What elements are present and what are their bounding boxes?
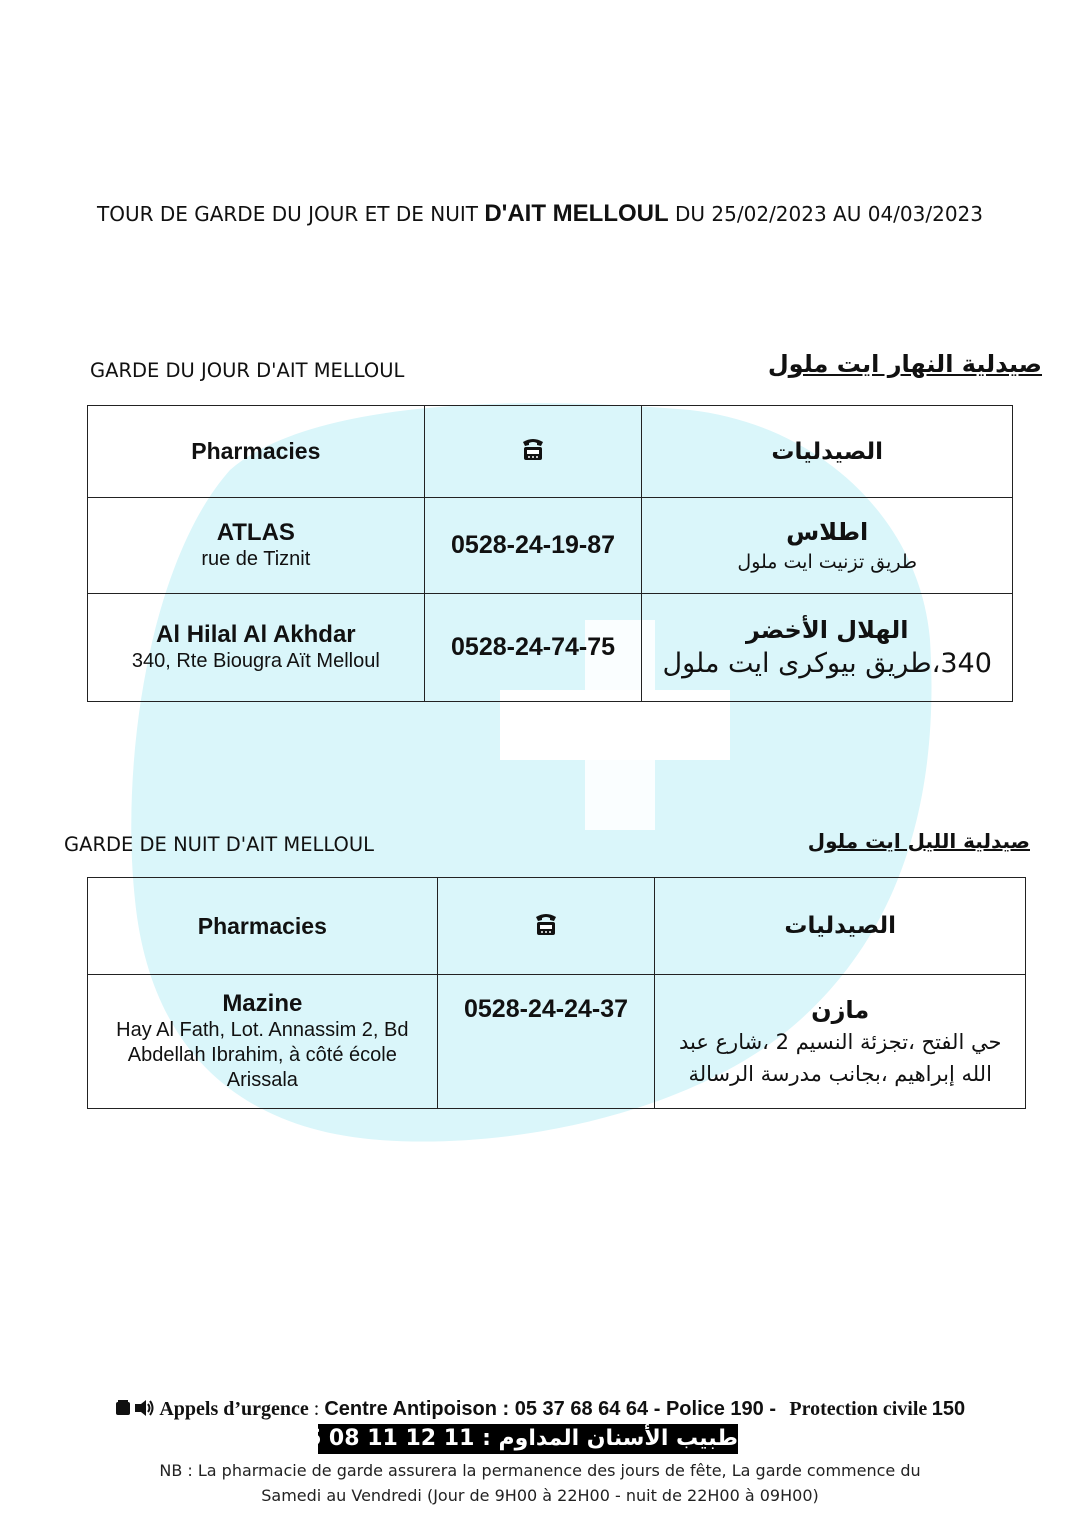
- nb-line: Samedi au Vendredi (Jour de 9H00 à 22H00 - nuit de 22H00 à 09H00): [261, 1486, 819, 1505]
- pharmacy-name-ar: الهلال الأخضر: [745, 615, 909, 644]
- protection-civile-number: 150: [931, 1398, 966, 1420]
- pharmacy-ar-cell: [655, 975, 1026, 1109]
- pharmacy-fr-cell: [88, 498, 425, 594]
- pharmacy-name: Mazine: [222, 990, 303, 1017]
- night-section-title-fr: GARDE DE NUIT D'AIT MELLOUL: [64, 833, 375, 856]
- day-pharmacies-table: [87, 405, 1013, 702]
- table-row: [88, 975, 1026, 1109]
- title-prefix: TOUR DE GARDE DU JOUR ET DE NUIT: [96, 202, 478, 226]
- pharmacy-address-ar-line: حي الفتح ،تجزئة النسيم 2 ،شارع عبد: [678, 1029, 1002, 1054]
- pharmacy-phone: 0528-24-19-87: [451, 531, 616, 559]
- title-dates: DU 25/02/2023 AU 04/03/2023: [675, 202, 984, 226]
- night-pharmacies-table: [87, 877, 1026, 1109]
- dentist-on-duty-banner: طبيب الأسنان المداوم : 11 12 11 08 06: [318, 1424, 738, 1454]
- pharmacy-ar-cell: [642, 594, 1013, 702]
- telephone-icon: [521, 436, 545, 467]
- antipoison-police: Centre Antipoison : 05 37 68 64 64 - Police 190 -: [324, 1398, 777, 1420]
- pharmacy-address-ar-line: الله إبراهيم ،بجانب مدرسة الرسالة: [688, 1061, 992, 1086]
- header-pharmacies: Pharmacies: [88, 878, 438, 975]
- table-header-row: [88, 878, 1026, 975]
- pharmacy-address-ar: 340،طريق بيوكرى ايت ملول: [662, 647, 992, 679]
- pharmacy-address-line: Arissala: [226, 1069, 298, 1091]
- header-pharmacies-ar: الصيدليات: [655, 878, 1026, 975]
- day-section-title-ar: صيدلية النهار ايت ملول: [767, 350, 1042, 378]
- pharmacy-name-ar: اطلاس: [786, 517, 869, 546]
- nb-note: [0, 1458, 1080, 1508]
- day-section-title-fr: GARDE DU JOUR D'AIT MELLOUL: [90, 359, 405, 382]
- pharmacy-phone-cell: [424, 594, 642, 702]
- emergency-calls: [0, 1398, 1080, 1421]
- table-row: [88, 594, 1013, 702]
- pharmacy-ar-cell: [642, 498, 1013, 594]
- pharmacy-phone-cell: [424, 498, 642, 594]
- header-phone: [424, 406, 642, 498]
- pharmacy-phone: 0528-24-74-75: [451, 633, 616, 661]
- pharmacy-phone: 0528-24-24-37: [464, 995, 629, 1023]
- header-pharmacies-ar: الصيدليات: [642, 406, 1013, 498]
- pharmacy-phone-cell: [437, 975, 655, 1109]
- header-pharmacies: Pharmacies: [88, 406, 425, 498]
- pharmacy-fr-cell: [88, 975, 438, 1109]
- pharmacy-name-ar: مازن: [811, 995, 870, 1024]
- emergency-phone-icon: [115, 1402, 159, 1419]
- pharmacy-name: ATLAS: [216, 519, 295, 546]
- pharmacy-address-ar: طريق تزنيت ايت ملول: [737, 550, 918, 573]
- nb-line: NB : La pharmacie de garde assurera la permanence des jours de fête, La garde commence du: [159, 1461, 921, 1480]
- table-row: [88, 498, 1013, 594]
- pharmacy-address-line: Abdellah Ibrahim, à côté école: [127, 1044, 397, 1066]
- pharmacy-address: 340, Rte Biougra Aït Melloul: [131, 650, 380, 672]
- telephone-icon: [534, 911, 558, 942]
- emergency-label: Appels d’urgence: [159, 1398, 309, 1420]
- pharmacy-address: rue de Tiznit: [201, 548, 311, 570]
- page-title: [0, 200, 1080, 228]
- protection-civile-label: Protection civile: [789, 1398, 928, 1420]
- pharmacy-name: Al Hilal Al Akhdar: [156, 621, 356, 648]
- title-city: D'AIT MELLOUL: [484, 200, 669, 227]
- emergency-colon: :: [308, 1398, 325, 1420]
- table-header-row: [88, 406, 1013, 498]
- pharmacy-address-line: Hay Al Fath, Lot. Annassim 2, Bd: [116, 1019, 409, 1041]
- header-phone: [437, 878, 655, 975]
- night-section-title-ar: صيدلية الليل ايت ملول: [807, 829, 1030, 853]
- pharmacy-fr-cell: [88, 594, 425, 702]
